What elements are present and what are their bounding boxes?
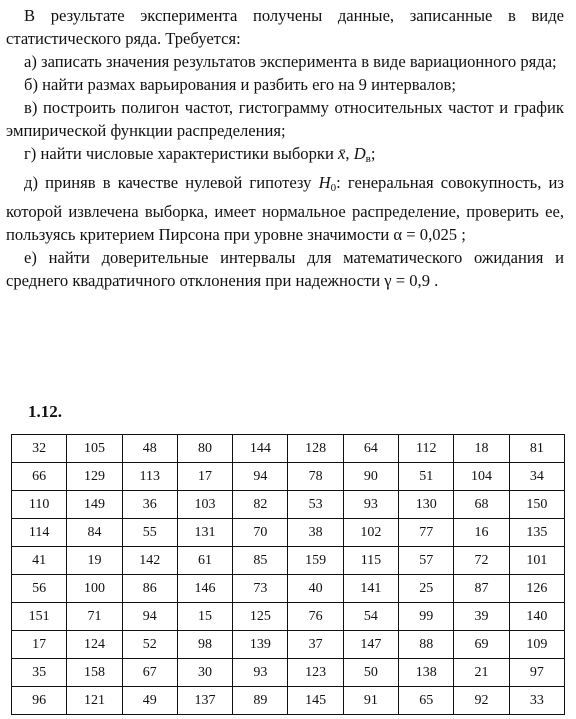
table-row	[12, 603, 565, 631]
table-cell: 93	[233, 659, 288, 687]
table-cell: 54	[343, 603, 398, 631]
table-cell: 68	[454, 491, 509, 519]
table-cell: 76	[288, 603, 343, 631]
problem-statement	[6, 4, 564, 292]
data-table	[11, 434, 565, 715]
null-hypothesis-symbol: H	[318, 173, 331, 192]
table-cell: 146	[177, 575, 232, 603]
table-cell: 91	[343, 687, 398, 715]
table-cell: 87	[454, 575, 509, 603]
table-cell: 19	[67, 547, 122, 575]
table-cell: 57	[399, 547, 454, 575]
table-cell: 94	[122, 603, 177, 631]
table-cell: 147	[343, 631, 398, 659]
table-cell: 84	[67, 519, 122, 547]
table-cell: 93	[343, 491, 398, 519]
table-cell: 149	[67, 491, 122, 519]
table-row	[12, 519, 565, 547]
table-cell: 18	[454, 435, 509, 463]
problem-number: 1.12.	[28, 402, 62, 421]
table-cell: 151	[12, 603, 67, 631]
table-cell: 131	[177, 519, 232, 547]
table-cell: 71	[67, 603, 122, 631]
table-cell: 41	[12, 547, 67, 575]
table-cell: 130	[399, 491, 454, 519]
table-cell: 100	[67, 575, 122, 603]
table-cell: 90	[343, 463, 398, 491]
table-cell: 64	[343, 435, 398, 463]
table-cell: 65	[399, 687, 454, 715]
table-cell: 158	[67, 659, 122, 687]
table-cell: 125	[233, 603, 288, 631]
table-cell: 48	[122, 435, 177, 463]
table-cell: 85	[233, 547, 288, 575]
table-cell: 66	[12, 463, 67, 491]
table-cell: 92	[454, 687, 509, 715]
table-cell: 39	[454, 603, 509, 631]
task-e-rest: : генеральная совокупность, из которой извлечена выборка, имеет нормальное распределение, проверить ее, пользуясь критерием Пирсона при уровне значимости α = 0,025 ;	[6, 173, 564, 244]
table-cell: 40	[288, 575, 343, 603]
table-cell: 126	[509, 575, 564, 603]
table-cell: 110	[12, 491, 67, 519]
table-cell: 140	[509, 603, 564, 631]
task-d-separator: ,	[345, 144, 354, 163]
table-cell: 123	[288, 659, 343, 687]
table-row	[12, 547, 565, 575]
sample-variance-symbol: D	[353, 144, 366, 163]
table-row	[12, 631, 565, 659]
table-cell: 80	[177, 435, 232, 463]
task-d-text: г) найти числовые характеристики выборки	[24, 144, 334, 163]
table-cell: 96	[12, 687, 67, 715]
table-cell: 88	[399, 631, 454, 659]
table-cell: 49	[122, 687, 177, 715]
table-cell: 109	[509, 631, 564, 659]
data-table-body	[12, 435, 565, 715]
table-cell: 56	[12, 575, 67, 603]
table-cell: 78	[288, 463, 343, 491]
table-cell: 159	[288, 547, 343, 575]
task-d-end: ;	[370, 144, 376, 163]
table-cell: 112	[399, 435, 454, 463]
table-cell: 38	[288, 519, 343, 547]
table-row	[12, 491, 565, 519]
sample-mean-symbol: x̄	[338, 144, 346, 163]
table-cell: 37	[288, 631, 343, 659]
table-cell: 35	[12, 659, 67, 687]
table-row	[12, 659, 565, 687]
task-e-start: д) приняв в качестве нулевой гипотезу	[24, 173, 312, 192]
table-cell: 21	[454, 659, 509, 687]
table-cell: 129	[67, 463, 122, 491]
table-cell: 89	[233, 687, 288, 715]
table-cell: 128	[288, 435, 343, 463]
task-a: а) записать значения результатов эксперимента в виде вариационного ряда;	[24, 52, 557, 71]
table-cell: 61	[177, 547, 232, 575]
sample-variance-subscript: в	[365, 153, 371, 165]
table-cell: 30	[177, 659, 232, 687]
table-cell: 86	[122, 575, 177, 603]
table-cell: 102	[343, 519, 398, 547]
table-cell: 73	[233, 575, 288, 603]
table-cell: 16	[454, 519, 509, 547]
table-cell: 121	[67, 687, 122, 715]
table-cell: 67	[122, 659, 177, 687]
table-cell: 17	[12, 631, 67, 659]
table-cell: 32	[12, 435, 67, 463]
table-cell: 94	[233, 463, 288, 491]
table-cell: 51	[399, 463, 454, 491]
table-cell: 72	[454, 547, 509, 575]
table-cell: 97	[509, 659, 564, 687]
table-cell: 138	[399, 659, 454, 687]
table-cell: 144	[233, 435, 288, 463]
null-hypothesis-subscript: 0	[330, 182, 337, 194]
table-cell: 70	[233, 519, 288, 547]
table-cell: 135	[509, 519, 564, 547]
table-cell: 103	[177, 491, 232, 519]
table-cell: 104	[454, 463, 509, 491]
table-cell: 98	[177, 631, 232, 659]
table-cell: 139	[233, 631, 288, 659]
table-cell: 50	[343, 659, 398, 687]
table-cell: 101	[509, 547, 564, 575]
table-row	[12, 575, 565, 603]
table-cell: 145	[288, 687, 343, 715]
table-cell: 52	[122, 631, 177, 659]
table-cell: 115	[343, 547, 398, 575]
task-c: в) построить полигон частот, гистограмму относительных частот и график эмпирической функции распределения;	[6, 98, 564, 140]
table-cell: 17	[177, 463, 232, 491]
table-cell: 15	[177, 603, 232, 631]
table-cell: 114	[12, 519, 67, 547]
table-cell: 137	[177, 687, 232, 715]
table-cell: 124	[67, 631, 122, 659]
table-cell: 150	[509, 491, 564, 519]
table-cell: 105	[67, 435, 122, 463]
table-cell: 69	[454, 631, 509, 659]
table-row	[12, 435, 565, 463]
table-row	[12, 463, 565, 491]
task-e	[6, 171, 564, 246]
intro-text: В результате эксперимента получены данные, записанные в виде статистического ряда. Требуется:	[6, 6, 564, 48]
table-cell: 141	[343, 575, 398, 603]
task-d	[6, 142, 564, 171]
table-cell: 113	[122, 463, 177, 491]
table-cell: 99	[399, 603, 454, 631]
table-cell: 55	[122, 519, 177, 547]
table-cell: 77	[399, 519, 454, 547]
table-cell: 25	[399, 575, 454, 603]
task-b: б) найти размах варьирования и разбить его на 9 интервалов;	[24, 75, 456, 94]
table-cell: 33	[509, 687, 564, 715]
table-cell: 34	[509, 463, 564, 491]
table-cell: 81	[509, 435, 564, 463]
task-f: е) найти доверительные интервалы для математического ожидания и среднего квадратичного отклонения при надежности γ = 0,9 .	[6, 248, 564, 290]
table-row	[12, 687, 565, 715]
table-cell: 82	[233, 491, 288, 519]
table-cell: 142	[122, 547, 177, 575]
table-cell: 53	[288, 491, 343, 519]
table-cell: 36	[122, 491, 177, 519]
